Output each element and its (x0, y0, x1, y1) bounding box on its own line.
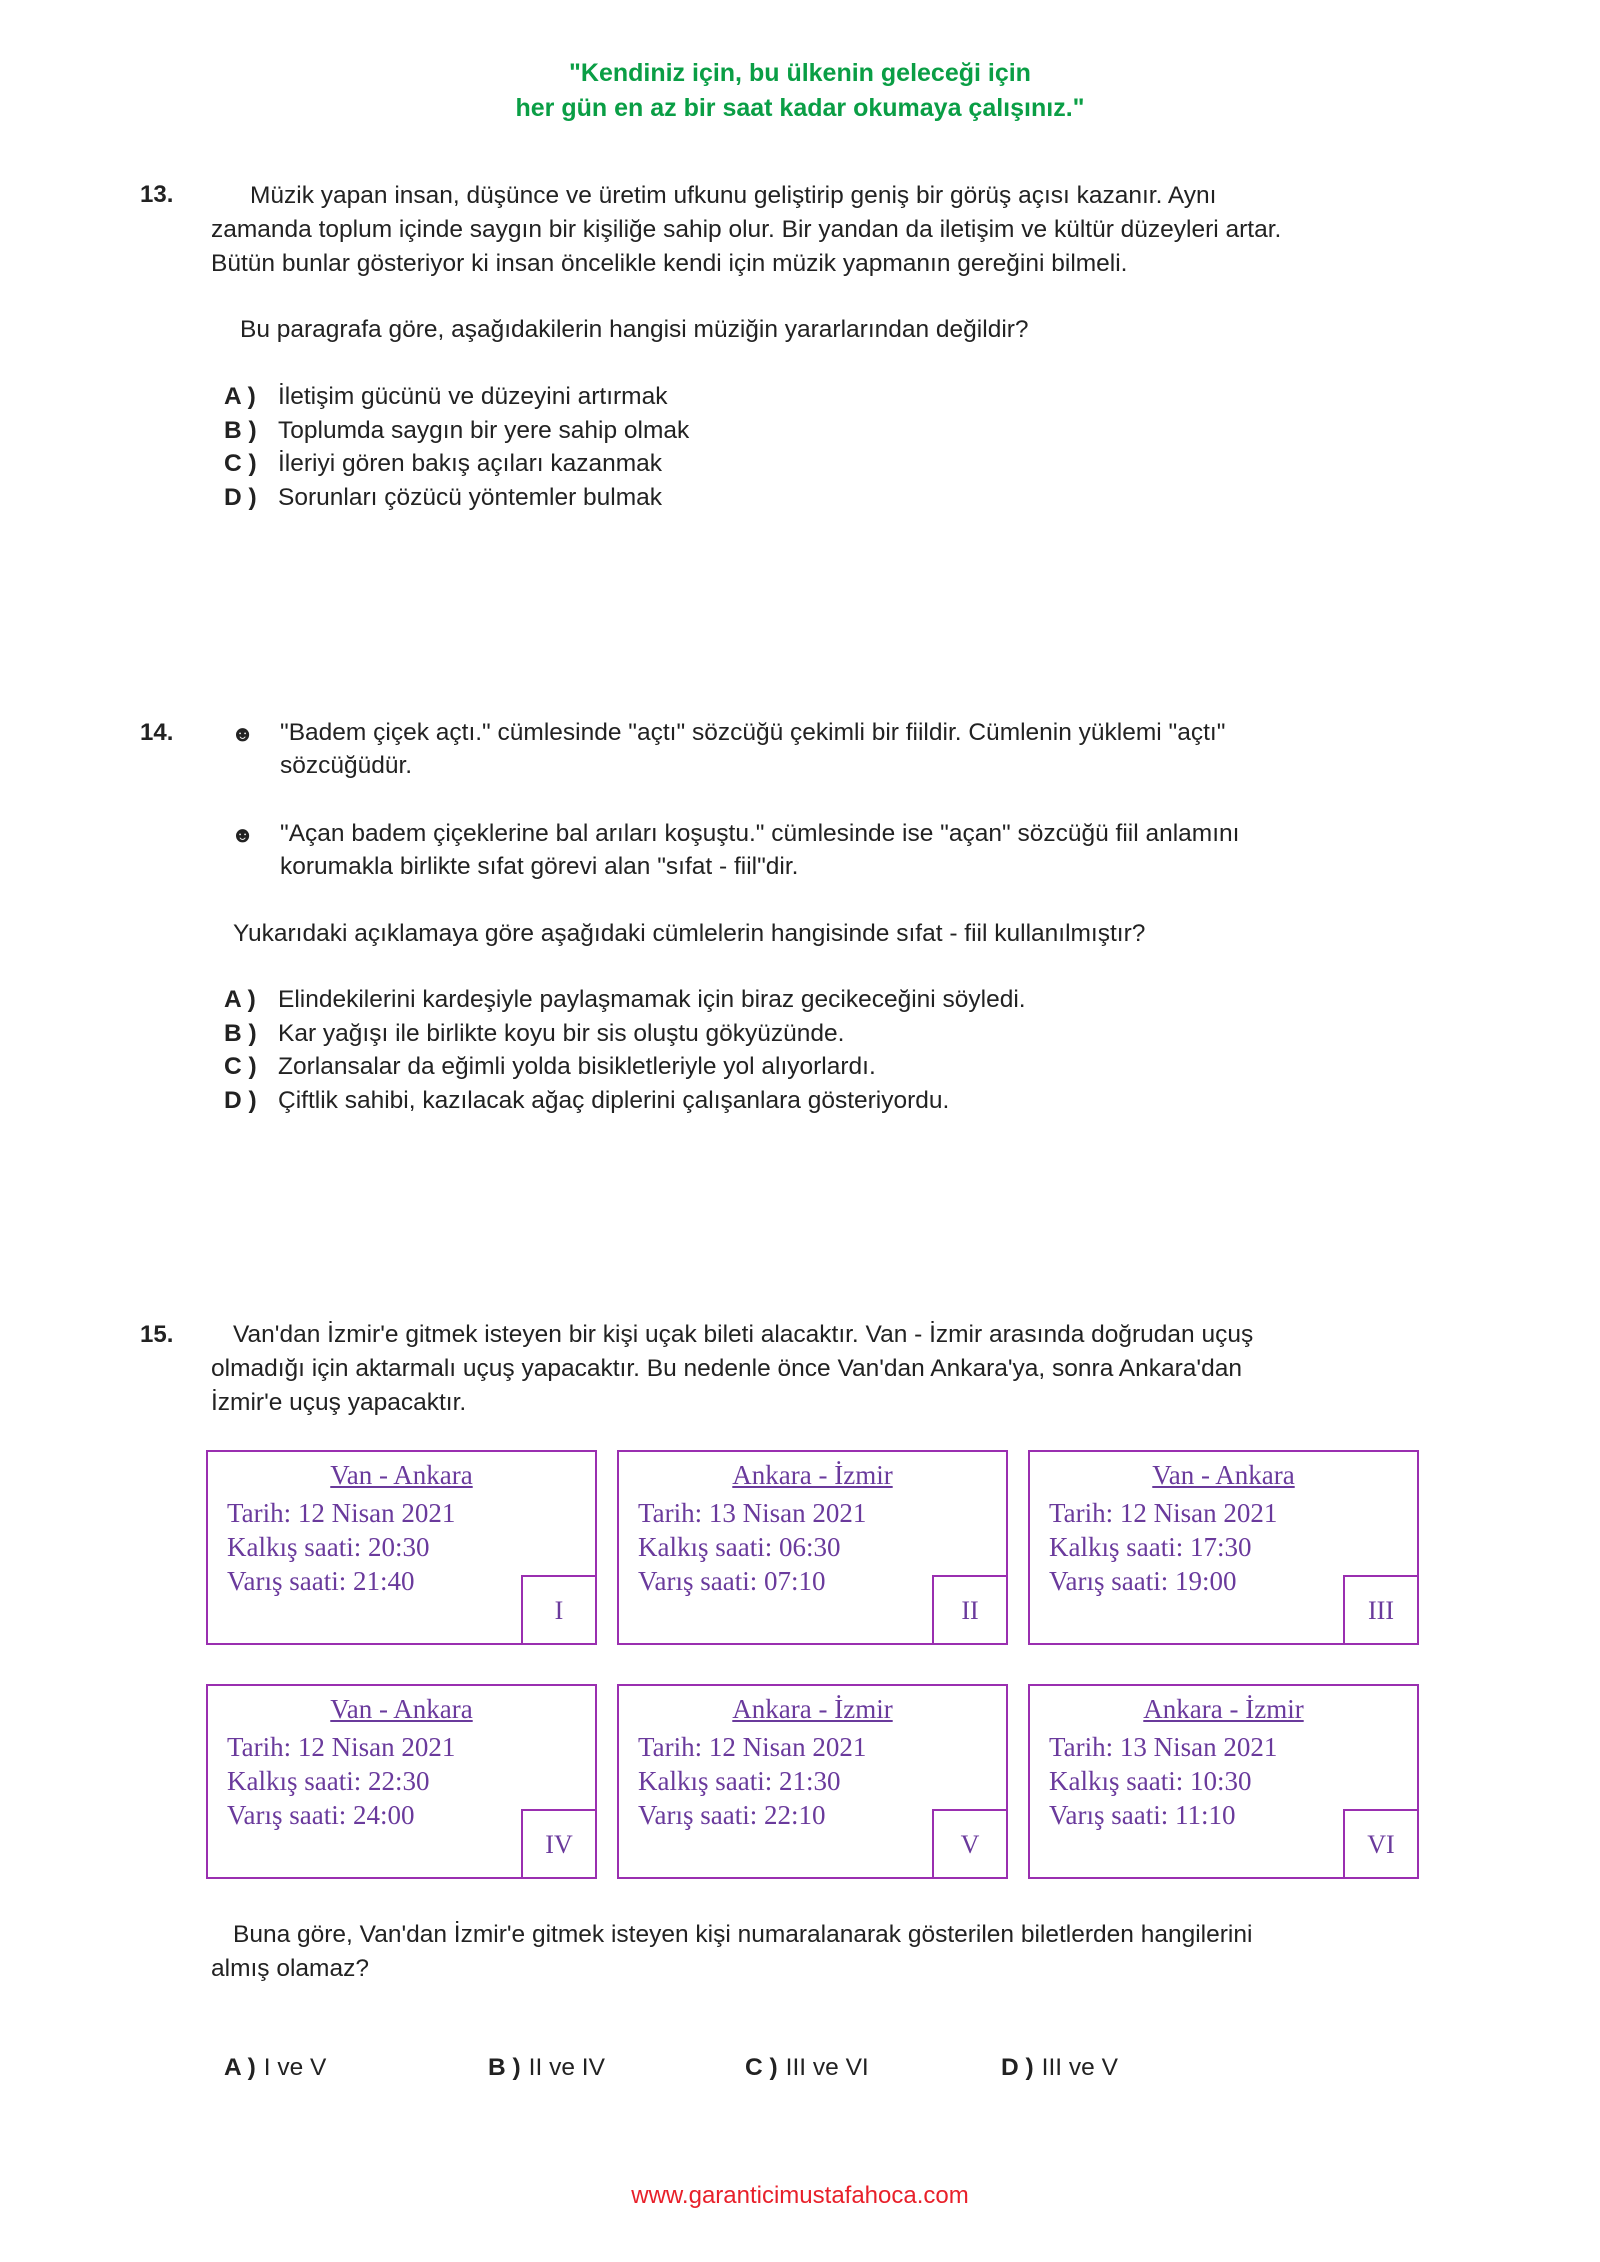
q13-paragraph-line-1: Müzik yapan insan, düşünce ve üretim ufkunu geliştirip geniş bir görüş açısı kazanır. Aynı (250, 182, 1217, 209)
ticket-date: Tarih: 12 Nisan 2021 (227, 1732, 456, 1762)
q14-option-c[interactable]: C ) Zorlansalar da eğimli yolda bisikletleriyle yol alıyorlardı. (224, 1053, 876, 1080)
ticket-number: VI (1343, 1809, 1419, 1879)
question-13-number: 13. (140, 181, 174, 208)
ticket-card (206, 1450, 597, 1645)
ticket-arrival: Varış saati: 11:10 (1049, 1800, 1236, 1830)
ticket-date: Tarih: 12 Nisan 2021 (227, 1498, 456, 1528)
ticket-arrival: Varış saati: 07:10 (638, 1566, 826, 1596)
question-14-number: 14. (140, 719, 174, 746)
ticket-route: Van - Ankara (1152, 1460, 1295, 1490)
q15-paragraph-line-1: Van'dan İzmir'e gitmek isteyen bir kişi uçak bileti alacaktır. Van - İzmir arasında doğrudan uçuş (233, 1321, 1254, 1348)
ticket-departure: Kalkış saati: 17:30 (1049, 1532, 1252, 1562)
ticket-number: V (932, 1809, 1008, 1879)
ticket-route: Ankara - İzmir (732, 1694, 893, 1724)
q15-option-d[interactable]: D ) III ve V (1001, 2054, 1118, 2081)
ticket-departure: Kalkış saati: 21:30 (638, 1766, 841, 1796)
ticket-card (1028, 1684, 1419, 1879)
ticket-number: I (521, 1575, 597, 1645)
q14-option-b[interactable]: B ) Kar yağışı ile birlikte koyu bir sis oluştu gökyüzünde. (224, 1020, 845, 1047)
q14-question: Yukarıdaki açıklamaya göre aşağıdaki cümlelerin hangisinde sıfat - fiil kullanılmıştır? (233, 920, 1146, 947)
ticket-arrival: Varış saati: 24:00 (227, 1800, 415, 1830)
q13-question: Bu paragrafa göre, aşağıdakilerin hangisi müziğin yararlarından değildir? (240, 316, 1029, 343)
q13-option-a[interactable]: A ) İletişim gücünü ve düzeyini artırmak (224, 383, 668, 410)
q14-option-a[interactable]: A ) Elindekilerini kardeşiyle paylaşmamak için biraz gecikeceğini söyledi. (224, 986, 1026, 1013)
q13-option-c[interactable]: C ) İleriyi gören bakış açıları kazanmak (224, 450, 662, 477)
ticket-card (206, 1684, 597, 1879)
smiley-bullet-icon: ☻ (231, 822, 255, 847)
q15-question-line-2: almış olamaz? (211, 1955, 369, 1982)
q15-paragraph-line-3: İzmir'e uçuş yapacaktır. (211, 1389, 467, 1416)
ticket-date: Tarih: 12 Nisan 2021 (638, 1732, 867, 1762)
ticket-departure: Kalkış saati: 06:30 (638, 1532, 841, 1562)
ticket-arrival: Varış saati: 21:40 (227, 1566, 415, 1596)
ticket-arrival: Varış saati: 22:10 (638, 1800, 826, 1830)
q15-paragraph-line-2: olmadığı için aktarmalı uçuş yapacaktır. Bu nedenle önce Van'dan Ankara'ya, sonra Ankara'dan (211, 1355, 1242, 1382)
ticket-arrival: Varış saati: 19:00 (1049, 1566, 1237, 1596)
ticket-card (617, 1684, 1008, 1879)
question-15-number: 15. (140, 1321, 174, 1348)
ticket-route: Ankara - İzmir (1143, 1694, 1304, 1724)
ticket-departure: Kalkış saati: 22:30 (227, 1766, 430, 1796)
ticket-date: Tarih: 12 Nisan 2021 (1049, 1498, 1278, 1528)
q15-option-a[interactable]: A ) I ve V (224, 2054, 327, 2081)
ticket-departure: Kalkış saati: 20:30 (227, 1532, 430, 1562)
q14-bullet-2-line-2: korumakla birlikte sıfat görevi alan "sıfat - fiil"dir. (280, 853, 799, 880)
ticket-route: Van - Ankara (330, 1460, 473, 1490)
ticket-departure: Kalkış saati: 10:30 (1049, 1766, 1252, 1796)
ticket-route: Van - Ankara (330, 1694, 473, 1724)
ticket-route: Ankara - İzmir (732, 1460, 893, 1490)
ticket-date: Tarih: 13 Nisan 2021 (1049, 1732, 1278, 1762)
motto-header (0, 56, 1600, 126)
ticket-number: IV (521, 1809, 597, 1879)
q14-bullet-2-line-1: "Açan badem çiçeklerine bal arıları koşuştu." cümlesinde ise "açan" sözcüğü fiil anlamını (280, 820, 1240, 847)
ticket-date: Tarih: 13 Nisan 2021 (638, 1498, 867, 1528)
q13-option-b[interactable]: B ) Toplumda saygın bir yere sahip olmak (224, 417, 690, 444)
q13-paragraph-line-2: zamanda toplum içinde saygın bir kişiliğe sahip olur. Bir yandan da iletişim ve kültür düzeyleri artar. (211, 216, 1282, 243)
motto-line-1: "Kendiniz için, bu ülkenin geleceği için (569, 59, 1031, 87)
q15-question-line-1: Buna göre, Van'dan İzmir'e gitmek isteyen kişi numaralanarak gösterilen biletlerden hangilerini (233, 1921, 1253, 1948)
ticket-card (617, 1450, 1008, 1645)
q13-option-d[interactable]: D ) Sorunları çözücü yöntemler bulmak (224, 484, 663, 511)
smiley-bullet-icon: ☻ (231, 721, 255, 746)
q15-option-c[interactable]: C ) III ve VI (745, 2054, 869, 2081)
q13-paragraph-line-3: Bütün bunlar gösteriyor ki insan öncelikle kendi için müzik yapmanın gereğini bilmeli. (211, 250, 1128, 277)
q15-option-b[interactable]: B ) II ve IV (488, 2054, 605, 2081)
q14-bullet-1-line-2: sözcüğüdür. (280, 752, 413, 779)
footer-website-link[interactable]: www.garanticimustafahoca.com (631, 2182, 969, 2209)
ticket-number: III (1343, 1575, 1419, 1645)
ticket-number: II (932, 1575, 1008, 1645)
ticket-card (1028, 1450, 1419, 1645)
motto-line-2: her gün en az bir saat kadar okumaya çalışınız." (515, 94, 1085, 122)
q14-bullet-1-line-1: "Badem çiçek açtı." cümlesinde "açtı" sözcüğü çekimli bir fiildir. Cümlenin yüklemi "açtı" (280, 719, 1226, 746)
q14-option-d[interactable]: D ) Çiftlik sahibi, kazılacak ağaç diplerini çalışanlara gösteriyordu. (224, 1087, 950, 1114)
